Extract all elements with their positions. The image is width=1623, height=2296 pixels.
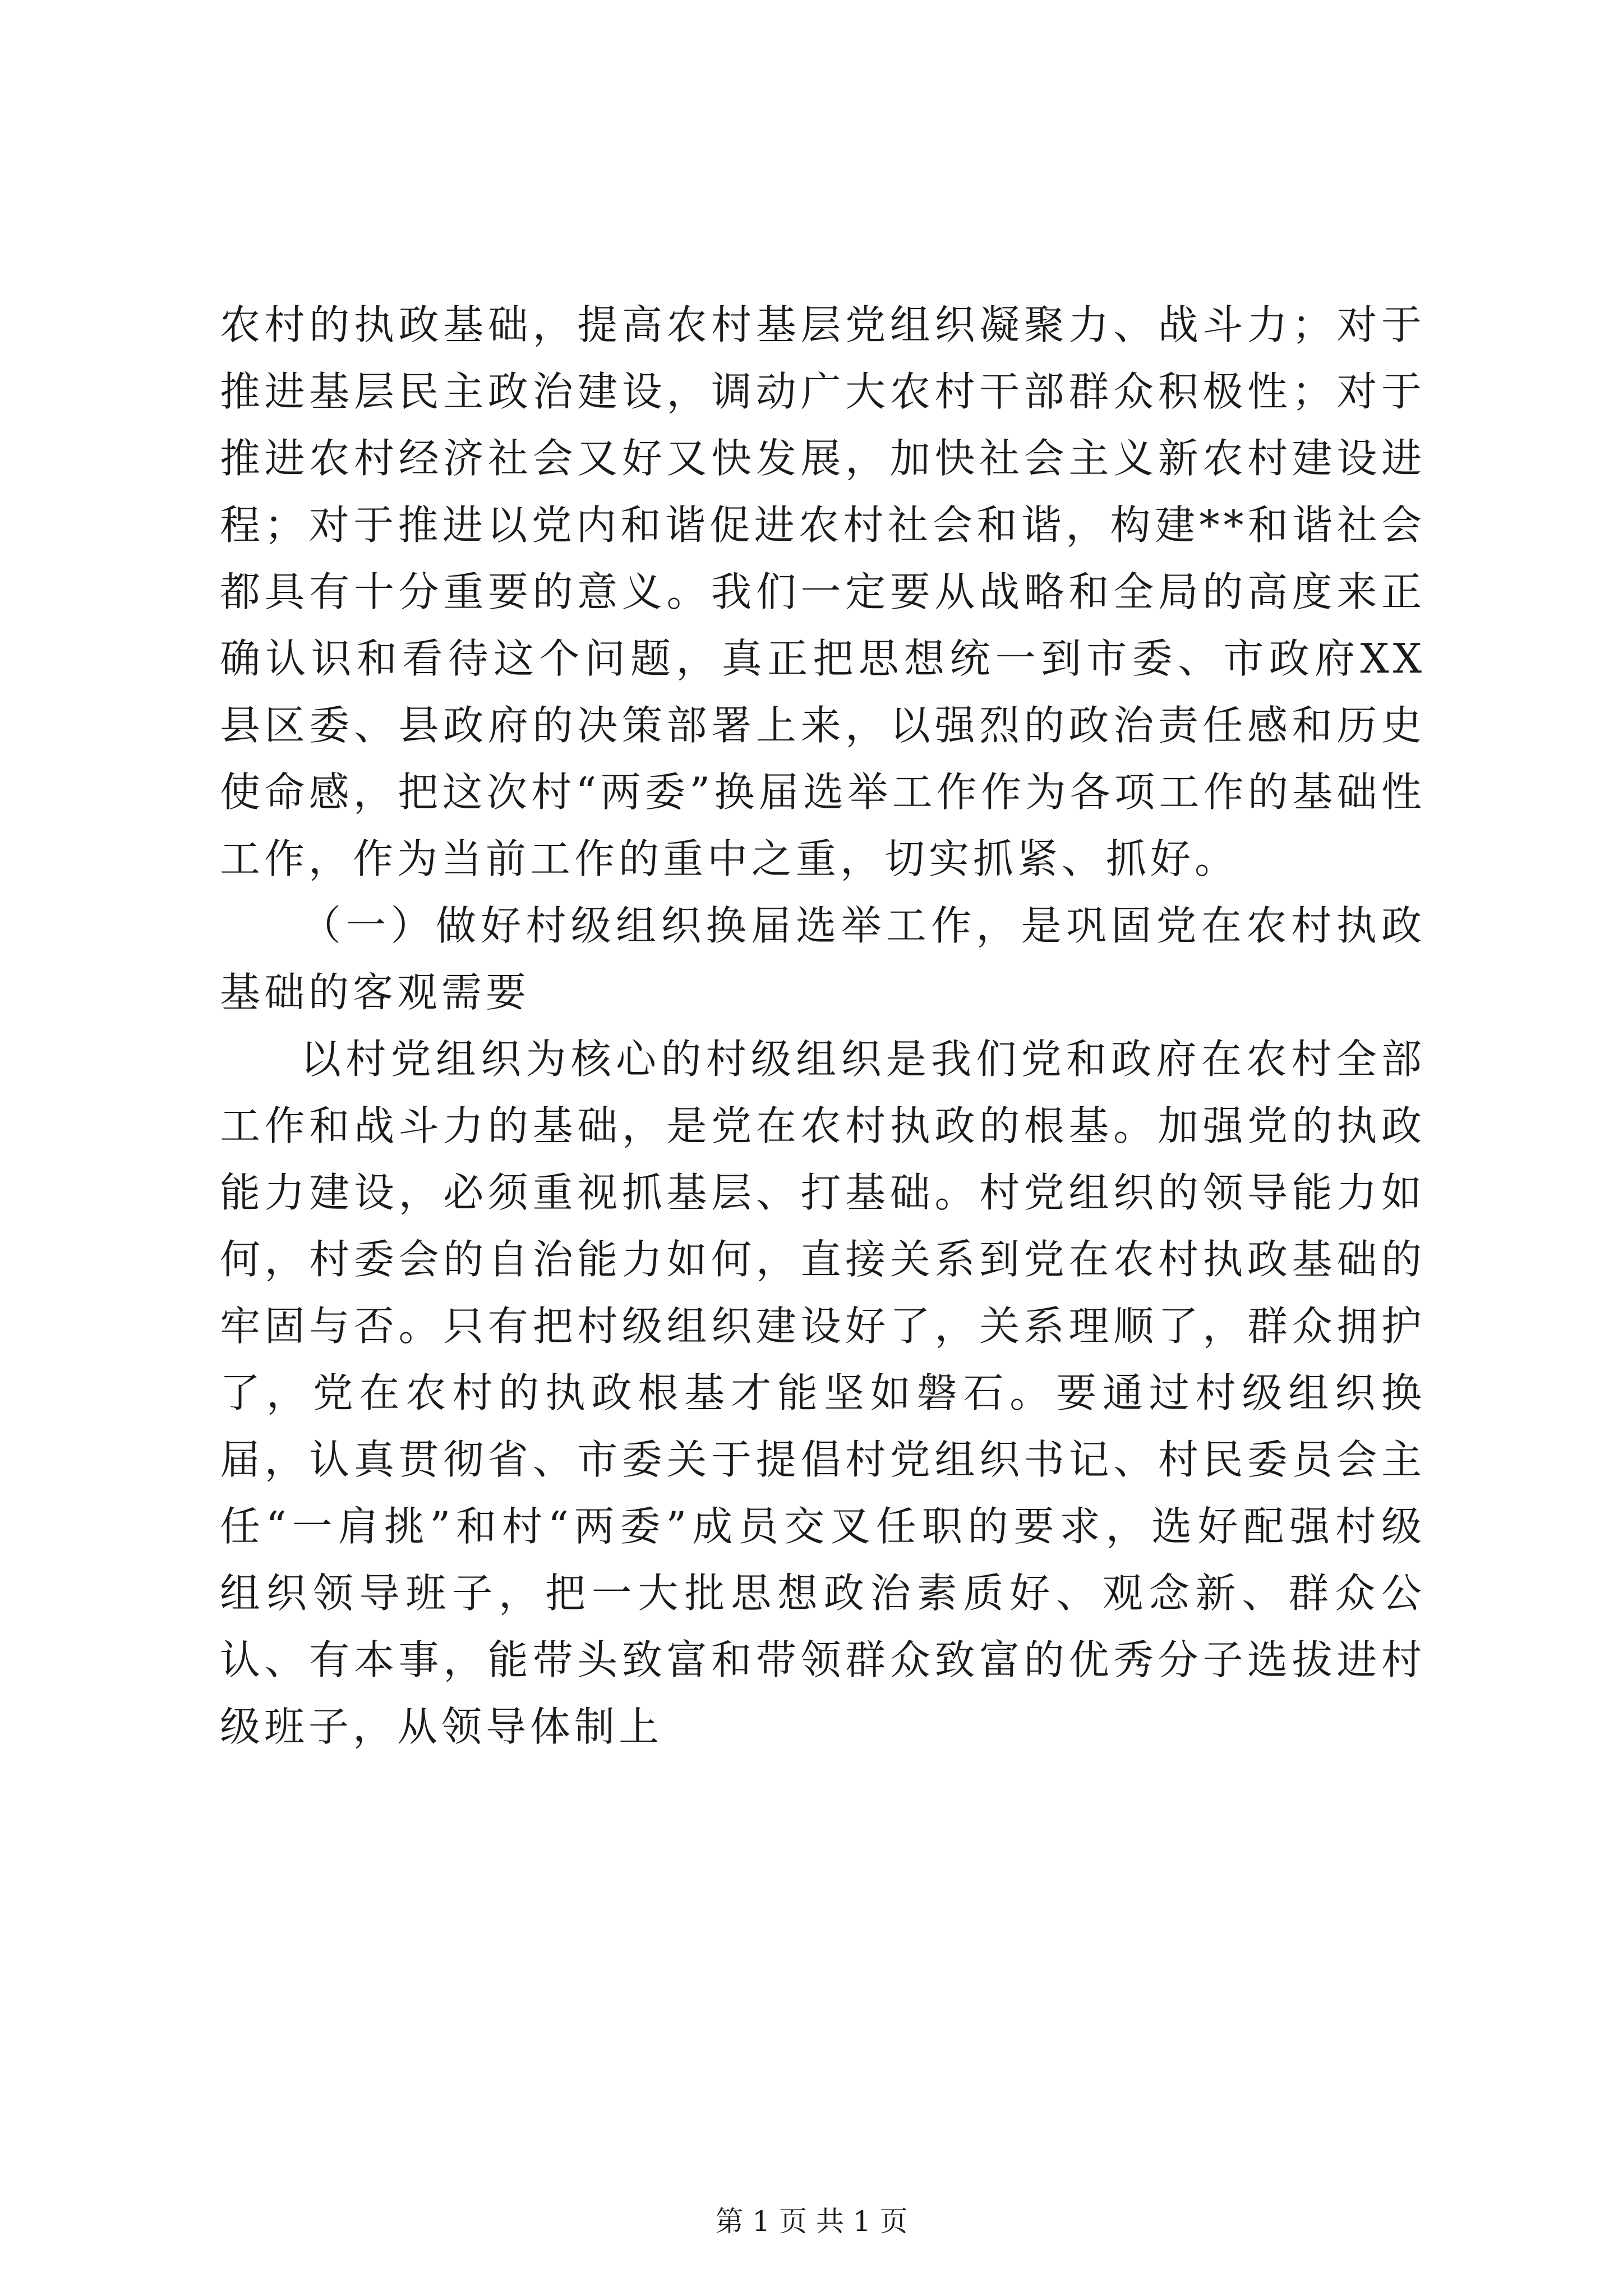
document-body — [220, 292, 1426, 1760]
section-heading: （一）做好村级组织换届选举工作，是巩固党在农村执政基础的客观需要 — [220, 902, 1426, 1016]
page-footer: 第 1 页 共 1 页 — [715, 2205, 908, 2238]
paragraph-body: 以村党组织为核心的村级组织是我们党和政府在农村全部工作和战斗力的基础，是党在农村执政的根基。加强党的执政能力建设，必须重视抓基层、打基础。村党组织的领导能力如何，村委会的自治能力如何，直接关系到党在农村执政基础的牢固与否。只有把村级组织建设好了，关系理顺了，群众拥护了，党在农村的执政根基才能坚如磐石。要通过村级组织换届，认真贯彻省、市委关于提倡村党组织书记、村民委员会主任“一肩挑”和村“两委”成员交叉任职的要求，选好配强村级组织领导班子，把一大批思想政治素质好、观念新、群众公认、有本事，能带头致富和带领群众致富的优秀分子选拔进村级班子，从领导体制上 — [220, 1036, 1426, 1750]
paragraph-continuation: 农村的执政基础，提高农村基层党组织凝聚力、战斗力；对于推进基层民主政治建设，调动广大农村干部群众积极性；对于推进农村经济社会又好又快发展，加快社会主义新农村建设进程；对于推进以党内和谐促进农村社会和谐，构建**和谐社会都具有十分重要的意义。我们一定要从战略和全局的高度来正确认识和看待这个问题，真正把思想统一到市委、市政府XX县区委、县政府的决策部署上来，以强烈的政治责任感和历史使命感，把这次村“两委”换届选举工作作为各项工作的基础性工作，作为当前工作的重中之重，切实抓紧、抓好。 — [220, 301, 1426, 882]
